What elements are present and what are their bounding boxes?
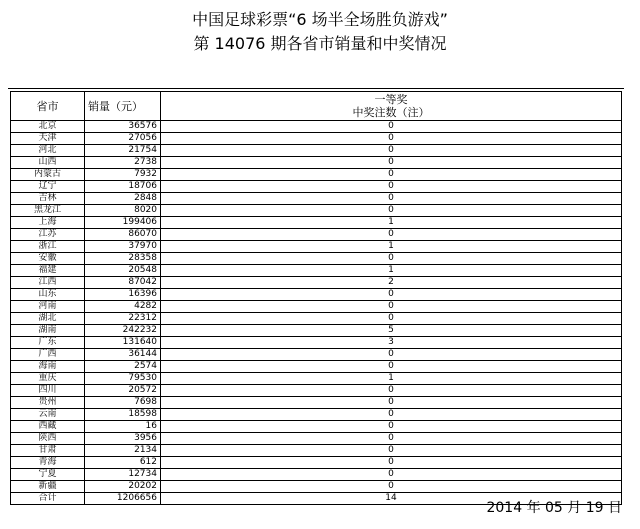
cell-province: 甘肃 — [11, 445, 85, 457]
cell-sales: 12734 — [85, 469, 161, 481]
header-prize — [161, 92, 622, 121]
cell-winners: 1 — [161, 265, 622, 277]
cell-winners: 0 — [161, 301, 622, 313]
cell-sales: 7932 — [85, 169, 161, 181]
table-row — [11, 289, 622, 301]
cell-province: 北京 — [11, 121, 85, 133]
table-row — [11, 277, 622, 289]
table-row — [11, 409, 622, 421]
cell-province: 山东 — [11, 289, 85, 301]
table-row — [11, 301, 622, 313]
cell-province: 新疆 — [11, 481, 85, 493]
table-row — [11, 469, 622, 481]
cell-province: 西藏 — [11, 421, 85, 433]
table-row — [11, 217, 622, 229]
sales-prize-table — [10, 91, 622, 505]
header-prize-tier: 一等奖 — [374, 93, 408, 106]
table-row — [11, 433, 622, 445]
table-row — [11, 373, 622, 385]
cell-winners: 0 — [161, 433, 622, 445]
cell-sales: 36576 — [85, 121, 161, 133]
report-date: 2014 年 05 月 19 日 — [486, 500, 622, 516]
cell-winners: 0 — [161, 205, 622, 217]
table-row — [11, 169, 622, 181]
table-row — [11, 361, 622, 373]
cell-sales: 2574 — [85, 361, 161, 373]
cell-winners: 0 — [161, 145, 622, 157]
cell-province: 贵州 — [11, 397, 85, 409]
cell-province: 广东 — [11, 337, 85, 349]
cell-sales: 131640 — [85, 337, 161, 349]
cell-winners: 0 — [161, 409, 622, 421]
cell-province: 广西 — [11, 349, 85, 361]
cell-province: 云南 — [11, 409, 85, 421]
cell-sales: 20548 — [85, 265, 161, 277]
cell-sales: 36144 — [85, 349, 161, 361]
cell-sales: 18598 — [85, 409, 161, 421]
cell-sales: 3956 — [85, 433, 161, 445]
cell-sales: 22312 — [85, 313, 161, 325]
table-row — [11, 193, 622, 205]
header-sales: 销量（元） — [85, 92, 161, 121]
cell-winners: 0 — [161, 445, 622, 457]
cell-province: 安徽 — [11, 253, 85, 265]
cell-winners: 0 — [161, 481, 622, 493]
cell-winners: 0 — [161, 253, 622, 265]
cell-winners: 0 — [161, 229, 622, 241]
table-row — [11, 253, 622, 265]
cell-sales: 21754 — [85, 145, 161, 157]
cell-province: 上海 — [11, 217, 85, 229]
cell-sales: 86070 — [85, 229, 161, 241]
page-subtitle: 第 14076 期各省市销量和中奖情况 — [193, 34, 447, 53]
cell-province: 湖南 — [11, 325, 85, 337]
table-top-rule — [8, 88, 624, 89]
cell-sales: 20572 — [85, 385, 161, 397]
cell-winners: 0 — [161, 397, 622, 409]
table-row — [11, 445, 622, 457]
cell-winners: 0 — [161, 349, 622, 361]
cell-sales: 242232 — [85, 325, 161, 337]
cell-province: 合计 — [11, 493, 85, 505]
cell-province: 重庆 — [11, 373, 85, 385]
cell-province: 内蒙古 — [11, 169, 85, 181]
cell-winners: 0 — [161, 313, 622, 325]
page-title: 中国足球彩票“6 场半全场胜负游戏” — [192, 10, 448, 29]
cell-winners: 0 — [161, 385, 622, 397]
cell-winners: 0 — [161, 133, 622, 145]
table-row — [11, 121, 622, 133]
table-row — [11, 265, 622, 277]
cell-province: 天津 — [11, 133, 85, 145]
table-row — [11, 241, 622, 253]
table-row — [11, 133, 622, 145]
cell-winners: 2 — [161, 277, 622, 289]
cell-province: 河南 — [11, 301, 85, 313]
table-row — [11, 229, 622, 241]
table-row — [11, 205, 622, 217]
cell-sales: 20202 — [85, 481, 161, 493]
cell-winners: 0 — [161, 361, 622, 373]
cell-sales: 4282 — [85, 301, 161, 313]
cell-winners: 0 — [161, 121, 622, 133]
cell-province: 陕西 — [11, 433, 85, 445]
cell-sales: 7698 — [85, 397, 161, 409]
cell-province: 浙江 — [11, 241, 85, 253]
table-row — [11, 421, 622, 433]
cell-winners: 1 — [161, 241, 622, 253]
cell-sales: 2134 — [85, 445, 161, 457]
cell-province: 青海 — [11, 457, 85, 469]
cell-sales: 79530 — [85, 373, 161, 385]
cell-province: 吉林 — [11, 193, 85, 205]
cell-sales: 37970 — [85, 241, 161, 253]
cell-winners: 5 — [161, 325, 622, 337]
table-row — [11, 337, 622, 349]
cell-sales: 199406 — [85, 217, 161, 229]
cell-province: 江西 — [11, 277, 85, 289]
cell-province: 四川 — [11, 385, 85, 397]
header-winners: 中奖注数（注） — [352, 106, 430, 119]
cell-province: 江苏 — [11, 229, 85, 241]
table-row — [11, 157, 622, 169]
cell-province: 湖北 — [11, 313, 85, 325]
table-row — [11, 385, 622, 397]
cell-winners: 0 — [161, 169, 622, 181]
table-row — [11, 397, 622, 409]
table-row — [11, 313, 622, 325]
cell-winners: 0 — [161, 457, 622, 469]
cell-winners: 0 — [161, 289, 622, 301]
cell-province: 河北 — [11, 145, 85, 157]
cell-sales: 28358 — [85, 253, 161, 265]
cell-sales: 16396 — [85, 289, 161, 301]
table-row — [11, 181, 622, 193]
cell-province: 山西 — [11, 157, 85, 169]
cell-sales: 8020 — [85, 205, 161, 217]
cell-province: 宁夏 — [11, 469, 85, 481]
header-province: 省市 — [11, 92, 85, 121]
table-row — [11, 349, 622, 361]
cell-winners: 0 — [161, 157, 622, 169]
table-header-row — [11, 92, 622, 121]
cell-sales: 87042 — [85, 277, 161, 289]
cell-winners: 1 — [161, 217, 622, 229]
cell-province: 黑龙江 — [11, 205, 85, 217]
cell-winners: 14 — [161, 493, 622, 505]
table-row — [11, 145, 622, 157]
cell-winners: 0 — [161, 421, 622, 433]
cell-sales: 1206656 — [85, 493, 161, 505]
cell-province: 福建 — [11, 265, 85, 277]
cell-sales: 18706 — [85, 181, 161, 193]
table-row — [11, 325, 622, 337]
cell-winners: 0 — [161, 181, 622, 193]
cell-province: 海南 — [11, 361, 85, 373]
cell-winners: 0 — [161, 193, 622, 205]
cell-sales: 27056 — [85, 133, 161, 145]
cell-province: 辽宁 — [11, 181, 85, 193]
cell-winners: 0 — [161, 469, 622, 481]
cell-winners: 1 — [161, 373, 622, 385]
table-row — [11, 481, 622, 493]
cell-sales: 2848 — [85, 193, 161, 205]
cell-winners: 3 — [161, 337, 622, 349]
cell-sales: 16 — [85, 421, 161, 433]
table-row — [11, 457, 622, 469]
cell-sales: 612 — [85, 457, 161, 469]
cell-sales: 2738 — [85, 157, 161, 169]
